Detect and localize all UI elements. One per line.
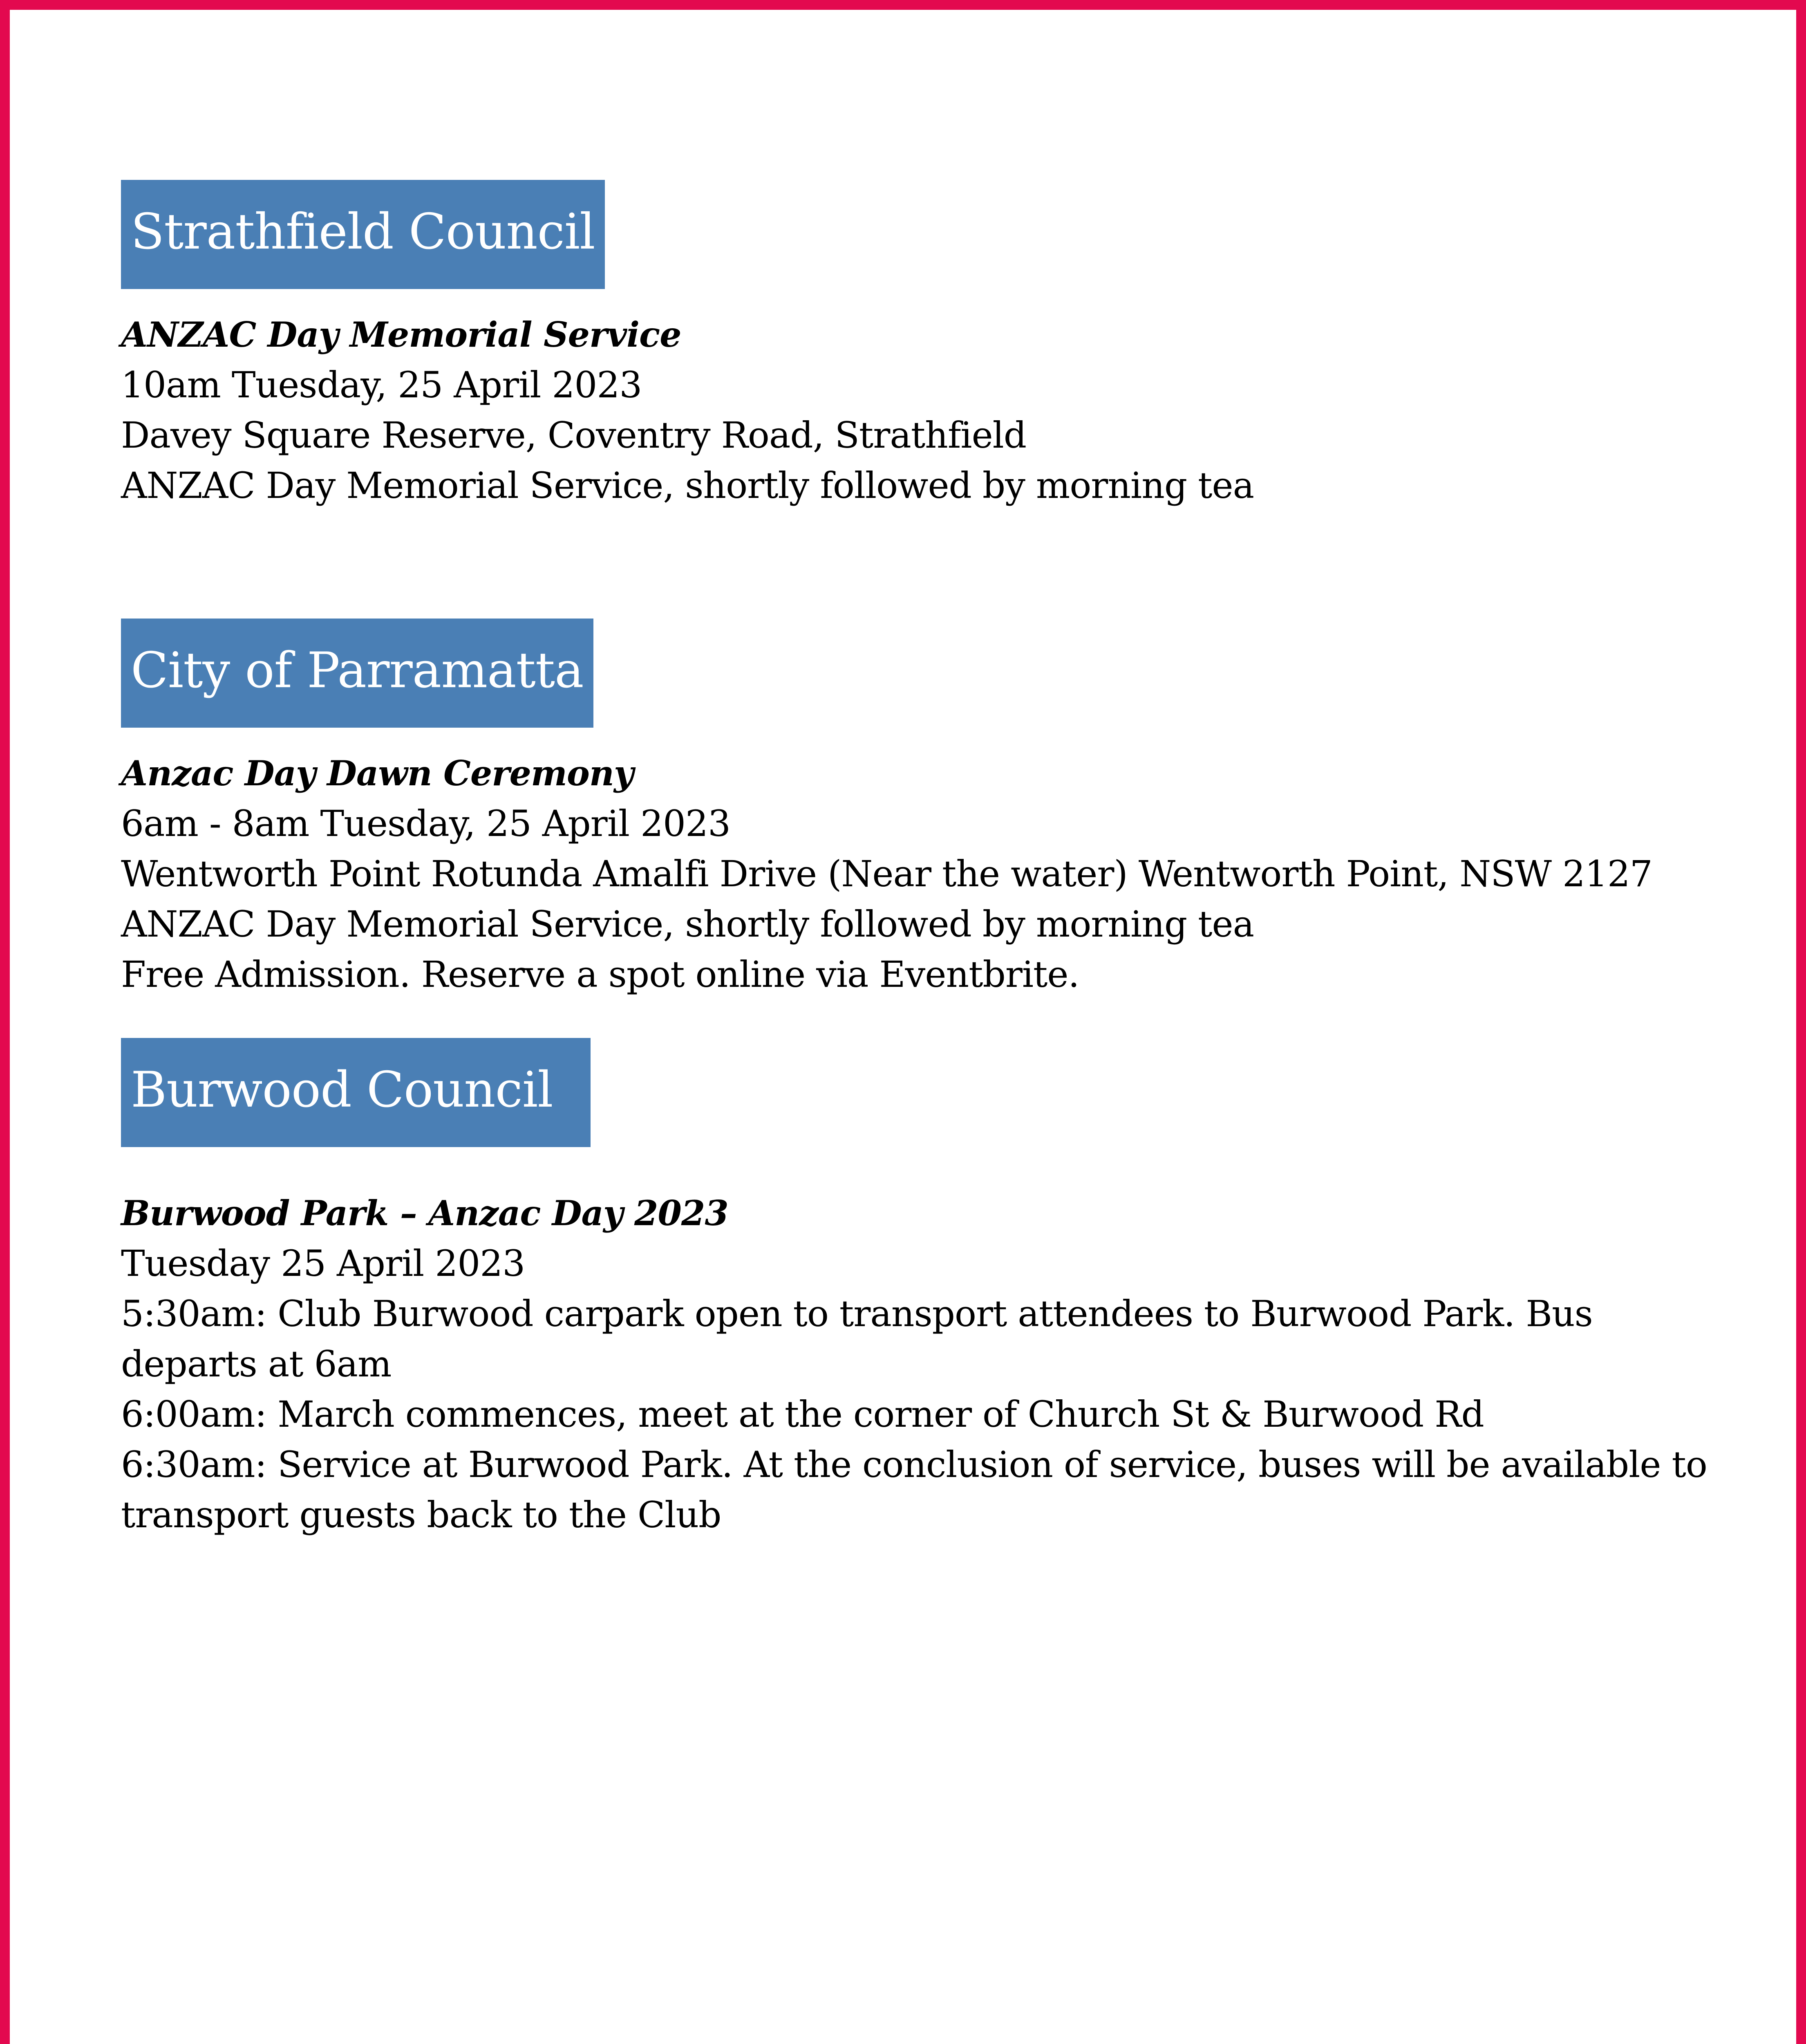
event-schedule-item: 6:00am: March commences, meet at the corner of Church St & Burwood Rd bbox=[121, 1393, 1484, 1435]
event-location: Davey Square Reserve, Coventry Road, Strathfield bbox=[121, 414, 1027, 456]
section-strathfield bbox=[121, 180, 1715, 511]
event-title: Anzac Day Dawn Ceremony bbox=[121, 753, 633, 793]
section-heading: Burwood Council bbox=[121, 1038, 591, 1147]
event-description: ANZAC Day Memorial Service, shortly followed by morning tea bbox=[121, 903, 1254, 945]
event-description: ANZAC Day Memorial Service, shortly followed by morning tea bbox=[121, 464, 1254, 507]
section-burwood bbox=[121, 1038, 1715, 1540]
event-location: Wentworth Point Rotunda Amalfi Drive (Near the water) Wentworth Point, NSW 2127 bbox=[121, 853, 1652, 895]
event-schedule-item: 6:30am: Service at Burwood Park. At the conclusion of service, buses will be available to transport guests back to the Club bbox=[121, 1443, 1707, 1536]
section-parramatta bbox=[121, 619, 1715, 1000]
section-heading: Strathfield Council bbox=[121, 180, 605, 289]
event-title: ANZAC Day Memorial Service bbox=[121, 314, 681, 355]
event-time: 10am Tuesday, 25 April 2023 bbox=[121, 364, 642, 406]
event-title: Burwood Park – Anzac Day 2023 bbox=[121, 1193, 728, 1233]
event-date: Tuesday 25 April 2023 bbox=[121, 1242, 525, 1284]
event-time: 6am - 8am Tuesday, 25 April 2023 bbox=[121, 802, 730, 845]
event-admission: Free Admission. Reserve a spot online via Eventbrite. bbox=[121, 953, 1079, 995]
section-heading: City of Parramatta bbox=[121, 619, 593, 728]
event-schedule-item: 5:30am: Club Burwood carpark open to transport attendees to Burwood Park. Bus departs at 6am bbox=[121, 1293, 1593, 1385]
